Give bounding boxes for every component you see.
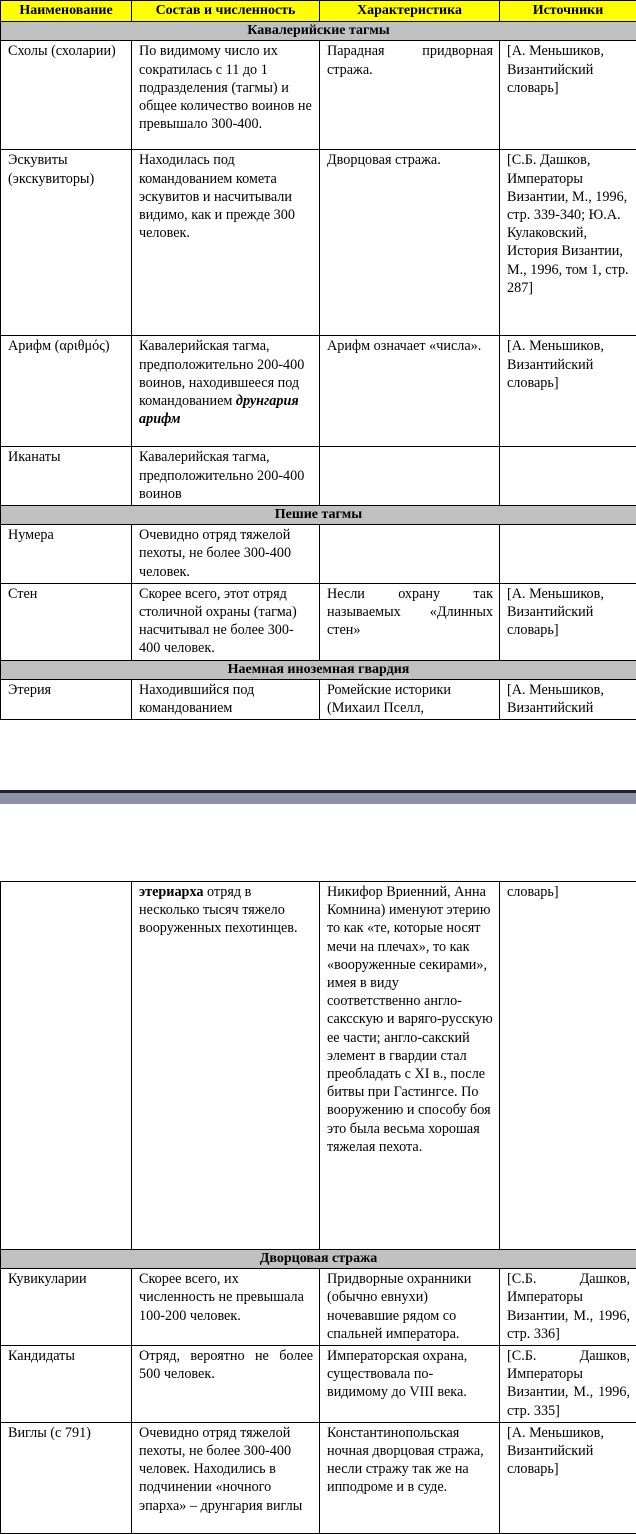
unit-name: Схолы (схоларии) [1, 41, 132, 150]
unit-composition: Очевидно отряд тяжелой пехоты, не более 300-400 человек. Находились в подчинении «ночного эпарха» – друнгария виглы [132, 1422, 320, 1533]
unit-source: [А. Меньшиков, Византийский словарь] [500, 41, 636, 150]
unit-description: Несли охрану так называемых «Длинных стен» [320, 583, 500, 660]
unit-name: Кувикуларии [1, 1269, 132, 1346]
unit-description [320, 447, 500, 506]
table-row [1, 1269, 636, 1346]
unit-source: [С.Б. Дашков, Императоры Византии, М., 1996, стр. 336] [500, 1269, 636, 1346]
unit-name [1, 882, 132, 1250]
unit-composition: Находившийся под командованием [132, 679, 320, 719]
unit-source [500, 525, 636, 584]
composition-emphasis: друнгария арифм [139, 393, 299, 427]
table-row [1, 679, 636, 719]
section-title-infantry: Пешие тагмы [1, 506, 636, 525]
table-row [1, 150, 636, 336]
guard-units-table-page-2 [0, 881, 636, 1534]
unit-name: Кандидаты [1, 1346, 132, 1423]
unit-composition: Находилась под командованием комета эскувитов и насчитывали видимо, как и прежде 300 человек. [132, 150, 320, 336]
unit-composition: Кавалерийская тагма, предположительно 200-400 воинов [132, 447, 320, 506]
table-row [1, 447, 636, 506]
table-row [1, 1346, 636, 1423]
header-description: Характеристика [320, 1, 500, 22]
section-row-infantry [1, 506, 636, 525]
unit-description: Дворцовая стража. [320, 150, 500, 336]
unit-composition [132, 882, 320, 1250]
table-row [1, 336, 636, 447]
unit-name: Эскувиты (экскувиторы) [1, 150, 132, 336]
header-composition: Состав и численность [132, 1, 320, 22]
unit-composition [132, 336, 320, 447]
unit-source: [С.Б. Дашков, Императоры Византии, М., 1996, стр. 339-340; Ю.А. Кулаковский, История Византии, М., 1996, том 1, стр. 287] [500, 150, 636, 336]
unit-name: Виглы (с 791) [1, 1422, 132, 1533]
page-break-divider [0, 790, 636, 804]
unit-name: Стен [1, 583, 132, 660]
unit-name: Этерия [1, 679, 132, 719]
composition-text: отряд в несколько тысяч тяжело вооруженных пехотинцев. [139, 884, 298, 936]
unit-description: Императорская охрана, существовала по-видимому до VIII века. [320, 1346, 500, 1423]
header-sources: Источники [500, 1, 636, 22]
table-header-row [1, 1, 636, 22]
table-row [1, 583, 636, 660]
unit-composition: По видимому число их сократилась с 11 до 1 подразделения (тагмы) и общее количество воинов не превышало 300-400. [132, 41, 320, 150]
unit-description: Ромейские историки (Михаил Пселл, [320, 679, 500, 719]
unit-name: Иканаты [1, 447, 132, 506]
section-row-mercenary [1, 660, 636, 679]
composition-emphasis: этериарха [139, 884, 203, 900]
unit-composition: Скорее всего, их численность не превышала 100-200 человек. [132, 1269, 320, 1346]
unit-description: Арифм означает «числа». [320, 336, 500, 447]
unit-composition: Скорее всего, этот отряд столичной охраны (тагма) насчитывал не более 300-400 человек. [132, 583, 320, 660]
unit-description: Никифор Вриенний, Анна Комнина) именуют этерию то как «те, которые носят мечи на плечах», то как «вооруженные секирами», имея в виду соответственно англо-саксскую и варяго-русскую ее части; англо-сакский элемент в гвардии стал преобладать с XI в., после битвы при Гастингсе. По вооружению и способу боя это была весьма хорошая тяжелая пехота. [320, 882, 500, 1250]
table-row [1, 1422, 636, 1533]
unit-source: [А. Меньшиков, Византийский словарь] [500, 336, 636, 447]
unit-source: [С.Б. Дашков, Императоры Византии, М., 1996, стр. 335] [500, 1346, 636, 1423]
section-title-palace: Дворцовая стража [1, 1250, 636, 1269]
unit-composition: Очевидно отряд тяжелой пехоты, не более 300-400 человек. [132, 525, 320, 584]
section-row-cavalry [1, 22, 636, 41]
unit-source [500, 447, 636, 506]
unit-source: [А. Меньшиков, Византийский словарь] [500, 1422, 636, 1533]
unit-source: словарь] [500, 882, 636, 1250]
table-row [1, 41, 636, 150]
header-name: Наименование [1, 1, 132, 22]
section-title-mercenary: Наемная иноземная гвардия [1, 660, 636, 679]
composition-text: Кавалерийская тагма, предположительно 200-400 воинов, находившееся под командованием [139, 338, 304, 409]
unit-source: [А. Меньшиков, Византийский словарь] [500, 583, 636, 660]
unit-description [320, 525, 500, 584]
guard-units-table-page-1 [0, 0, 636, 720]
table-row [1, 525, 636, 584]
unit-source: [А. Меньшиков, Византийский [500, 679, 636, 719]
unit-description: Константинопольская ночная дворцовая стража, несли стражу так же на ипподроме и в суде. [320, 1422, 500, 1533]
section-title-cavalry: Кавалерийские тагмы [1, 22, 636, 41]
unit-description: Придворные охранники (обычно евнухи) ночевавшие рядом со спальней императора. [320, 1269, 500, 1346]
unit-name: Нумера [1, 525, 132, 584]
unit-composition: Отряд, вероятно не более 500 человек. [132, 1346, 320, 1423]
unit-name: Арифм (αριθμός) [1, 336, 132, 447]
unit-description: Парадная придворная стража. [320, 41, 500, 150]
section-row-palace [1, 1250, 636, 1269]
table-row [1, 882, 636, 1250]
